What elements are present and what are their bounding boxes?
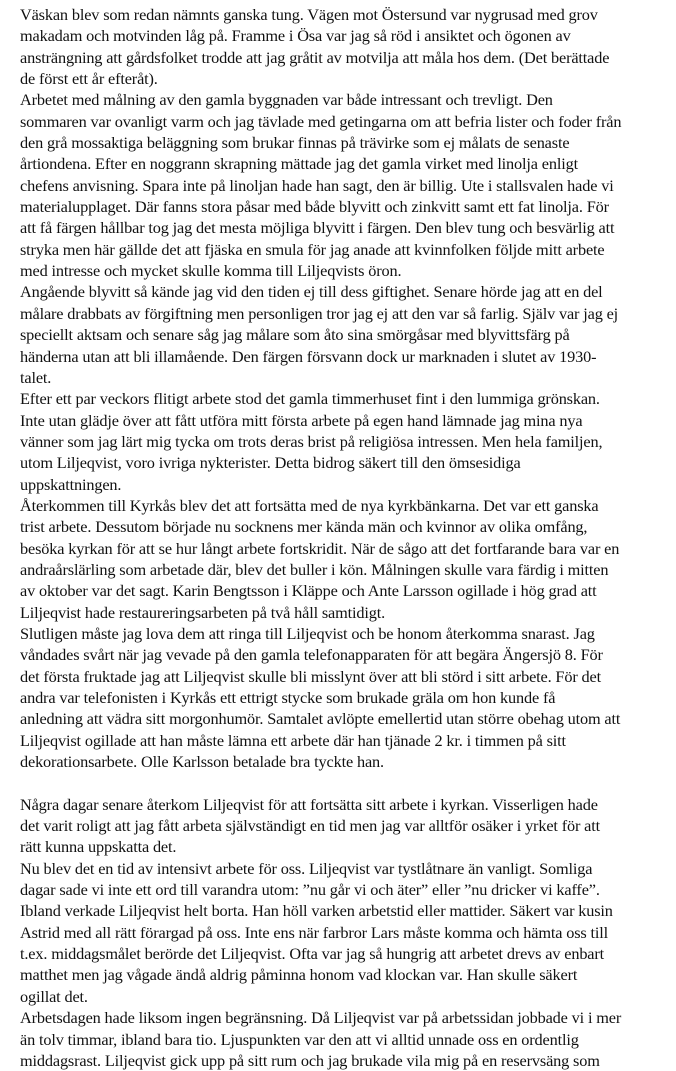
text-line: händerna utan att bli illamående. Den färgen försvann dock ur marknaden i slutet av 1930-	[20, 346, 597, 366]
text-line: chefens anvisning. Spara inte på linoljan hade han sagt, den är billig. Ute i stallsvalen hade vi	[20, 175, 614, 195]
text-line: än tolv timmar, ibland bara tio. Ljuspunkten var den att vi alltid unnade oss en ordentlig	[20, 1029, 579, 1049]
text-line: Slutligen måste jag lova dem att ringa till Liljeqvist och be honom återkomma snarast. Jag	[20, 623, 595, 643]
text-line: matthet men jag vågade ändå aldrig påminna honom vad klockan var. Han skulle säkert	[20, 965, 578, 985]
text-line: Liljeqvist hade restaureringsarbeten på två håll samtidigt.	[20, 602, 386, 622]
text-line: Angående blyvitt så kände jag vid den tiden ej till dess giftighet. Senare hörde jag att en del	[20, 282, 603, 302]
text-line: målare drabbats av förgiftning men personligen tror jag ej att den var så farlig. Själv var jag ej	[20, 303, 619, 323]
text-line: Några dagar senare återkom Liljeqvist för att fortsätta sitt arbete i kyrkan. Visserligen hade	[20, 794, 598, 814]
text-line: andra var telefonisten i Kyrkås ett ettrigt stycke som brukade gräla om hon kunde få	[20, 688, 556, 707]
text-line: att få färgen hållbar tog jag det mesta möjliga blyvitt i färgen. Den blev tung och besvärlig att	[20, 218, 615, 238]
text-line: dekorationsarbete. Olle Karlsson betalade bra tyckte han.	[20, 752, 384, 772]
text-line: rätt kunna uppskatta det.	[20, 837, 177, 857]
text-line: Arbetet med målning av den gamla byggnaden var både intressant och trevligt. Den	[20, 90, 553, 110]
text-line: Astrid med all rätt förargad på oss. Inte ens när farbror Lars måste komma och hämta oss till	[20, 922, 608, 942]
text-line: den grå mossaktiga beläggning som brukar finnas på trävirke som ej målats de senaste	[20, 133, 570, 153]
text-line: anledning att vädra sitt morgonhumör. Samtalet avlöpte emellertid utan större obehag utom att	[20, 709, 621, 729]
text-line: våndades svårt när jag vevade på den gamla telefonapparaten för att begära Ängersjö 8. För	[20, 645, 603, 665]
text-line: talet.	[20, 367, 52, 387]
text-line: besöka kyrkan för att se hur långt arbete fortskridit. När de sågo att det fortfarande bara var en	[20, 538, 620, 558]
text-line: Väskan blev som redan nämnts ganska tung. Vägen mot Östersund var nygrusad med grov	[20, 5, 598, 24]
text-line: andraårslärling som arbetade där, blev det buller i kön. Målningen skulle vara färdig i mitten	[20, 559, 609, 579]
text-line: Efter ett par veckors flitigt arbete stod det gamla timmerhuset fint i den lummiga grönskan.	[20, 389, 600, 409]
text-line: middagsrast. Liljeqvist gick upp på sitt rum och jag brukade vila mig på en reservsäng som	[20, 1050, 600, 1070]
text-line: uppskattningen.	[20, 474, 122, 494]
text-line: med intresse och mycket skulle komma till Liljeqvists öron.	[20, 261, 402, 281]
text-line: Inte utan glädje över att fått utföra mitt första arbete på egen hand lämnade jag mina nya	[20, 410, 583, 430]
text-line: Arbetsdagen hade liksom ingen begränsning. Då Liljeqvist var på arbetssidan jobbade vi i mer	[20, 1008, 622, 1028]
text-line: dagar sade vi inte ett ord till varandra utom: ”nu går vi och äter” eller ”nu dricker vi kaffe”.	[20, 880, 600, 900]
text-line: makadam och motvinden låg på. Framme i Ösa var jag så röd i ansiktet och ögonen av	[20, 26, 571, 46]
text-line: Ibland verkade Liljeqvist helt borta. Han höll varken arbetstid eller mattider. Säkert var kusin	[20, 901, 613, 921]
text-line: det första fruktade jag att Liljeqvist skulle bli misslynt över att bli störd i sitt arbete. För det	[20, 666, 601, 686]
text-line: stryka men här gällde det att fjäska en smula för jag anade att kvinnfolken följde mitt arbete	[20, 239, 605, 259]
text-line: speciellt aktsam och senare såg jag målare som åto sina smörgåsar med blyvittsfärg på	[20, 325, 570, 345]
text-line: årtiondena. Efter en noggrann skrapning mättade jag det gamla virket med linolja enligt	[20, 154, 578, 174]
blank-line	[20, 772, 670, 793]
text-line: av oktober var det sagt. Karin Bengtsson i Kläppe och Ante Larsson ogillade i hög grad att	[20, 581, 597, 601]
text-line: de först ett år efteråt).	[20, 69, 158, 89]
document-page	[20, 4, 670, 1071]
text-line: utom Liljeqvist, voro ivriga nykterister. Detta bidrog säkert till den ömsesidiga	[20, 453, 521, 473]
text-line: materialupplaget. Där fanns stora påsar med både blyvitt och zinkvitt samt ett fat linolja. För	[20, 197, 609, 217]
text-line: Liljeqvist ogillade att han måste lämna ett arbete där han tjänade 2 kr. i timmen på sitt	[20, 730, 566, 750]
text-line: det varit roligt att jag fått arbeta självständigt en tid men jag var alltför osäker i yrket för att	[20, 816, 600, 836]
text-line: Återkommen till Kyrkås blev det att fortsätta med de nya kyrkbänkarna. Det var ett ganska	[20, 495, 599, 515]
text-line: vänner som jag lärt mig tycka om trots deras brist på religiösa intressen. Men hela familjen,	[20, 431, 603, 451]
text-line: ogillat det.	[20, 986, 88, 1006]
text-line: trist arbete. Dessutom började nu socknens mer kända män och kvinnor av olika omfång,	[20, 517, 588, 537]
text-line: Nu blev det en tid av intensivt arbete för oss. Liljeqvist var tystlåtnare än vanligt. Somliga	[20, 858, 593, 878]
text-line: ansträngning att gårdsfolket trodde att jag gråtit av motvilja att måla hos dem. (Det berättade	[20, 47, 610, 67]
text-line: sommaren var ovanligt varm och jag tävlade med getingarna om att befria lister och foder från	[20, 111, 622, 131]
text-line: t.ex. middagsmålet berörde det Liljeqvist. Ofta var jag så hungrig att arbetet drevs av enbart	[20, 944, 605, 964]
